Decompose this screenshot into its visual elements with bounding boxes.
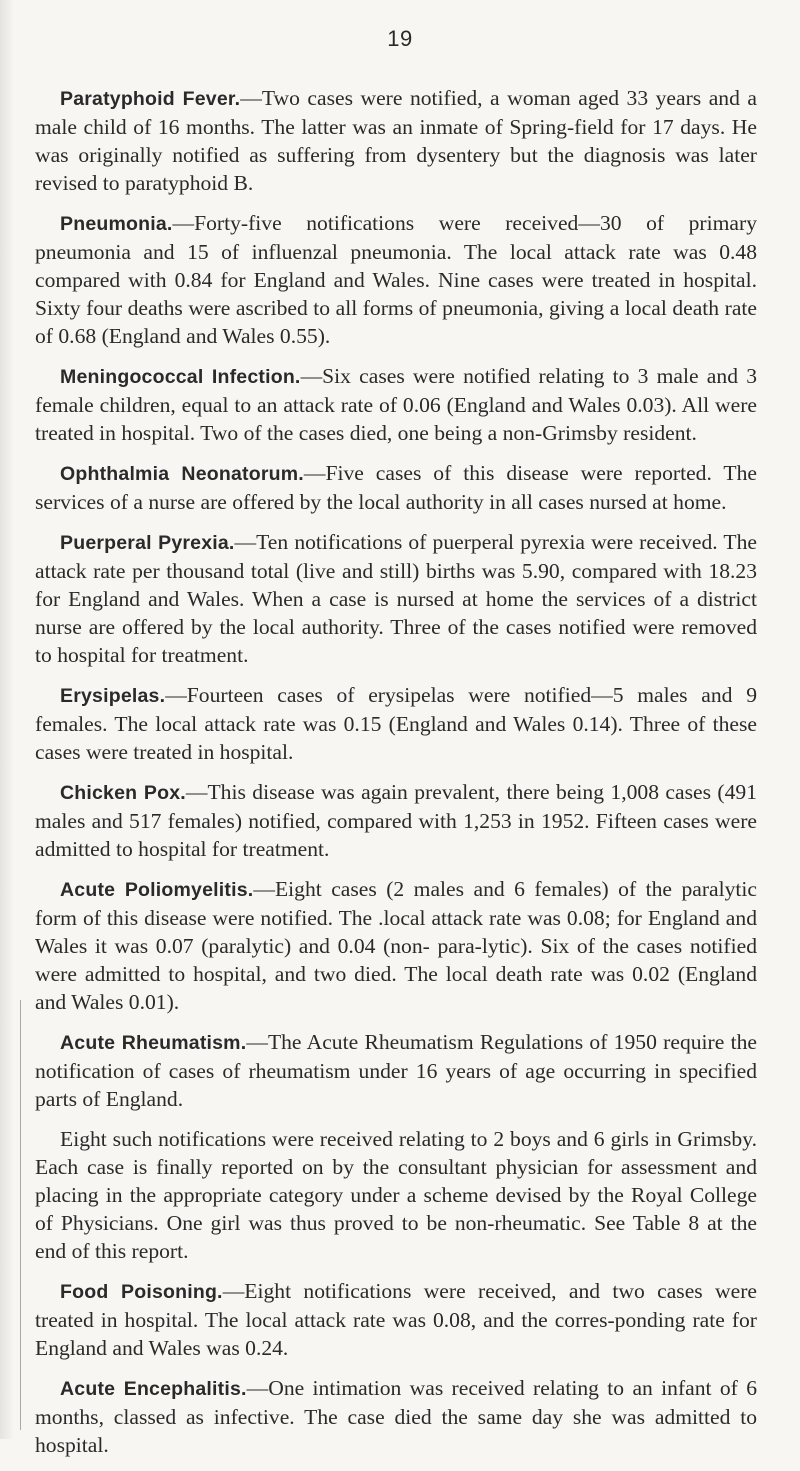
section-heading: Meningococcal Infection. (60, 366, 301, 388)
paragraph-acute-encephalitis (35, 1374, 757, 1459)
paragraph-text: —One intimation was received relating to an infant of 6 months, classed as infective. The case died the same day she was admitted to hospital. (35, 1376, 757, 1457)
section-heading: Chicken Pox. (60, 782, 186, 804)
section-heading: Food Poisoning. (60, 1281, 223, 1303)
paragraph-text: —Two cases were notified, a woman aged 33 years and a male child of 16 months. The latter was an inmate of Spring-field for 17 days. He was originally notified as suffering from dysentery but the diagnosis was later revised to paratyphoid B. (35, 86, 757, 195)
paragraph-acute-rheumatism (35, 1028, 757, 1113)
section-heading: Puerperal Pyrexia. (60, 532, 235, 554)
paragraph-paratyphoid-fever (35, 84, 757, 197)
document-body (35, 84, 757, 1471)
section-heading: Pneumonia. (60, 213, 173, 235)
paragraph-erysipelas (35, 681, 757, 766)
section-heading: Acute Poliomyelitis. (60, 879, 254, 901)
paragraph-acute-poliomyelitis (35, 875, 757, 1016)
paragraph-text: Eight such notifications were received relating to 2 boys and 6 girls in Grimsby. Each case is finally reported on by the consultant physician for assessment and placing in the appropriate category under a scheme devised by the Royal College of Physicians. One girl was thus proved to be non-rheumatic. See Table 8 at the end of this report. (35, 1127, 757, 1263)
paragraph-text: —Fourteen cases of erysipelas were notified—5 males and 9 females. The local attack rate was 0.15 (England and Wales 0.14). Three of these cases were treated in hospital. (35, 683, 757, 764)
paragraph-chicken-pox (35, 778, 757, 863)
paragraph-rheumatism-notifications (35, 1125, 757, 1265)
paragraph-text: —Six cases were notified relating to 3 male and 3 female children, equal to an attack rate of 0.06 (England and Wales 0.03). All were treated in hospital. Two of the cases died, one being a non-Grimsby resident. (35, 364, 757, 445)
paragraph-text: —Eight notifications were received, and two cases were treated in hospital. The local attack rate was 0.08, and the corres-ponding rate for England and Wales was 0.24. (35, 1279, 758, 1360)
section-heading: Erysipelas. (60, 685, 166, 707)
paragraph-meningococcal-infection (35, 362, 757, 447)
page-edge-shadow (0, 0, 14, 1439)
paragraph-text: —Eight cases (2 males and 6 females) of the paralytic form of this disease were notified. The .local attack rate was 0.08; for England and Wales it was 0.07 (paralytic) and 0.04 (non- para-lytic). Six of the cases notified were admitted to hospital, and two died. The local death rate was 0.02 (England and Wales 0.01). (35, 877, 757, 1014)
paragraph-text: —Five cases of this disease were reported. The services of a nurse are offered by the local authority in all cases nursed at home. (35, 461, 757, 514)
paragraph-text: —This disease was again prevalent, there being 1,008 cases (491 males and 517 females) notified, compared with 1,253 in 1952. Fifteen cases were admitted to hospital for treatment. (35, 780, 758, 861)
section-heading: Acute Rheumatism. (60, 1032, 247, 1054)
paragraph-text: —Ten notifications of puerperal pyrexia were received. The attack rate per thousand total (live and still) births was 5.90, compared with 18.23 for England and Wales. When a case is nursed at home the services of a district nurse are offered by the local authority. Three of the cases notified were removed to hospital for treatment. (35, 530, 757, 667)
paragraph-puerperal-pyrexia (35, 528, 757, 669)
paragraph-food-poisoning (35, 1277, 757, 1362)
section-heading: Acute Encephalitis. (60, 1378, 247, 1400)
binding-edge-line (20, 1000, 21, 1430)
section-heading: Paratyphoid Fever. (60, 88, 241, 110)
paragraph-pneumonia (35, 209, 757, 350)
page-number: 19 (387, 26, 413, 51)
paragraph-text: —The Acute Rheumatism Regulations of 1950 require the notification of cases of rheumatism under 16 years of age occurring in specified parts of England. (35, 1030, 757, 1111)
section-heading: Ophthalmia Neonatorum. (60, 463, 304, 485)
paragraph-ophthalmia-neonatorum (35, 459, 757, 516)
paragraph-text: —Forty-five notifications were received—30 of primary pneumonia and 15 of influenzal pneumonia. The local attack rate was 0.48 compared with 0.84 for England and Wales. Nine cases were treated in hospital. Sixty four deaths were ascribed to all forms of pneumonia, giving a local death rate of 0.68 (England and Wales 0.55). (35, 211, 757, 348)
